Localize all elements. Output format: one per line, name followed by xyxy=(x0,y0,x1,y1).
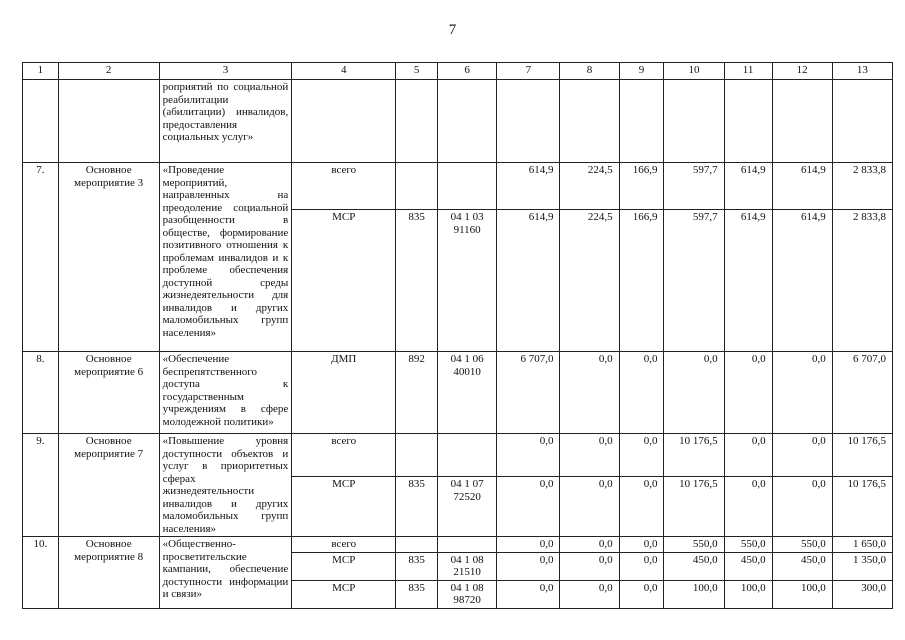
value-col10: 10 176,5 xyxy=(664,477,724,537)
value-col7: 0,0 xyxy=(497,434,560,477)
value-col9: 0,0 xyxy=(619,552,664,580)
value-col7: 0,0 xyxy=(497,537,560,553)
value-col10: 100,0 xyxy=(664,580,724,608)
header-cell: 11 xyxy=(724,63,772,80)
value-col9: 0,0 xyxy=(619,580,664,608)
value-col13: 2 833,8 xyxy=(832,163,892,210)
value-col10: 597,7 xyxy=(664,210,724,352)
value-col13: 1 350,0 xyxy=(832,552,892,580)
value-col7: 6 707,0 xyxy=(497,352,560,434)
funding-source: МСР xyxy=(292,552,396,580)
value-col7: 0,0 xyxy=(497,552,560,580)
value-col10: 10 176,5 xyxy=(664,434,724,477)
value-col11: 100,0 xyxy=(724,580,772,608)
value-col12: 0,0 xyxy=(772,477,832,537)
value-col7: 0,0 xyxy=(497,580,560,608)
value-col12: 100,0 xyxy=(772,580,832,608)
value-col7: 614,9 xyxy=(497,163,560,210)
value-col11: 450,0 xyxy=(724,552,772,580)
value-col13: 10 176,5 xyxy=(832,477,892,537)
value-col13: 2 833,8 xyxy=(832,210,892,352)
value-col10: 0,0 xyxy=(664,352,724,434)
value-col7: 614,9 xyxy=(497,210,560,352)
value-col12: 614,9 xyxy=(772,163,832,210)
value-col8: 0,0 xyxy=(560,352,619,434)
funding-source: всего xyxy=(292,434,396,477)
value-col7: 0,0 xyxy=(497,477,560,537)
table-row xyxy=(23,537,893,553)
value-col9: 0,0 xyxy=(619,477,664,537)
budget-code xyxy=(438,163,497,210)
page-number: 7 xyxy=(448,22,457,38)
row-number: 9. xyxy=(23,434,59,537)
header-cell: 5 xyxy=(396,63,438,80)
header-cell: 3 xyxy=(159,63,292,80)
value-col9: 0,0 xyxy=(619,434,664,477)
value-col8: 0,0 xyxy=(560,477,619,537)
header-cell: 1 xyxy=(23,63,59,80)
row-number: 8. xyxy=(23,352,59,434)
value-col11: 614,9 xyxy=(724,210,772,352)
value-col8: 224,5 xyxy=(560,210,619,352)
header-cell: 2 xyxy=(58,63,159,80)
value-col9: 0,0 xyxy=(619,352,664,434)
activity-description: «Повышение уровня доступности объектов и услуг в приоритетных сферах жизнедеятельности инвалидов и других маломобильных групп населения» xyxy=(159,434,292,537)
value-col13: 300,0 xyxy=(832,580,892,608)
value-col11: 0,0 xyxy=(724,434,772,477)
value-col13: 10 176,5 xyxy=(832,434,892,477)
activity-description: «Обеспечение беспрепятственного доступа к государственным учреждениям в сфере молодежной политики» xyxy=(159,352,292,434)
header-cell: 9 xyxy=(619,63,664,80)
row-number: 10. xyxy=(23,537,59,609)
table-row xyxy=(23,434,893,477)
row-number: 7. xyxy=(23,163,59,352)
value-col11: 550,0 xyxy=(724,537,772,553)
value-col11: 0,0 xyxy=(724,477,772,537)
grbs-code xyxy=(396,163,438,210)
activity-description: «Общественно-просветительские кампании, обеспечение доступности информации и связи» xyxy=(159,537,292,609)
funding-source: ДМП xyxy=(292,352,396,434)
program-table xyxy=(22,62,893,609)
activity-name: Основное мероприятие 6 xyxy=(58,352,159,434)
activity-description: роприятий по социальной реабилитации (абилитации) инвалидов, предоставления социальных услуг» xyxy=(159,80,292,163)
value-col9: 166,9 xyxy=(619,210,664,352)
value-col13: 1 650,0 xyxy=(832,537,892,553)
budget-code: 04 1 08 21510 xyxy=(438,552,497,580)
header-cell: 8 xyxy=(560,63,619,80)
value-col8: 0,0 xyxy=(560,434,619,477)
value-col13: 6 707,0 xyxy=(832,352,892,434)
value-col10: 597,7 xyxy=(664,163,724,210)
funding-source: всего xyxy=(292,537,396,553)
funding-source: всего xyxy=(292,163,396,210)
grbs-code: 892 xyxy=(396,352,438,434)
header-cell: 4 xyxy=(292,63,396,80)
header-cell: 7 xyxy=(497,63,560,80)
value-col8: 0,0 xyxy=(560,552,619,580)
header-cell: 12 xyxy=(772,63,832,80)
budget-code xyxy=(438,537,497,553)
table-row xyxy=(23,352,893,434)
value-col9: 166,9 xyxy=(619,163,664,210)
header-cell: 6 xyxy=(438,63,497,80)
value-col11: 614,9 xyxy=(724,163,772,210)
value-col10: 550,0 xyxy=(664,537,724,553)
value-col12: 550,0 xyxy=(772,537,832,553)
activity-description: «Проведение мероприятий, направленных на преодоление социальной разобщенности в обществе, формирование позитивного отношения к проблемам инвалидов и к проблеме обеспечения доступной среды жизнедеятельности для инвалидов и других маломобильных групп населения» xyxy=(159,163,292,352)
grbs-code: 835 xyxy=(396,580,438,608)
grbs-code: 835 xyxy=(396,552,438,580)
grbs-code: 835 xyxy=(396,210,438,352)
value-col11: 0,0 xyxy=(724,352,772,434)
value-col10: 450,0 xyxy=(664,552,724,580)
grbs-code xyxy=(396,434,438,477)
value-col12: 0,0 xyxy=(772,352,832,434)
header-cell: 10 xyxy=(664,63,724,80)
value-col9: 0,0 xyxy=(619,537,664,553)
value-col8: 0,0 xyxy=(560,537,619,553)
value-col8: 224,5 xyxy=(560,163,619,210)
activity-name: Основное мероприятие 7 xyxy=(58,434,159,537)
grbs-code: 835 xyxy=(396,477,438,537)
value-col12: 0,0 xyxy=(772,434,832,477)
budget-code: 04 1 07 72520 xyxy=(438,477,497,537)
budget-code xyxy=(438,434,497,477)
funding-source: МСР xyxy=(292,210,396,352)
table-row xyxy=(23,80,893,163)
budget-code: 04 1 08 98720 xyxy=(438,580,497,608)
budget-code: 04 1 03 91160 xyxy=(438,210,497,352)
grbs-code xyxy=(396,537,438,553)
value-col8: 0,0 xyxy=(560,580,619,608)
column-number-row xyxy=(23,63,893,80)
activity-name: Основное мероприятие 8 xyxy=(58,537,159,609)
table-row xyxy=(23,163,893,210)
funding-source: МСР xyxy=(292,580,396,608)
budget-code: 04 1 06 40010 xyxy=(438,352,497,434)
value-col12: 614,9 xyxy=(772,210,832,352)
header-cell: 13 xyxy=(832,63,892,80)
value-col12: 450,0 xyxy=(772,552,832,580)
activity-name: Основное мероприятие 3 xyxy=(58,163,159,352)
funding-source: МСР xyxy=(292,477,396,537)
